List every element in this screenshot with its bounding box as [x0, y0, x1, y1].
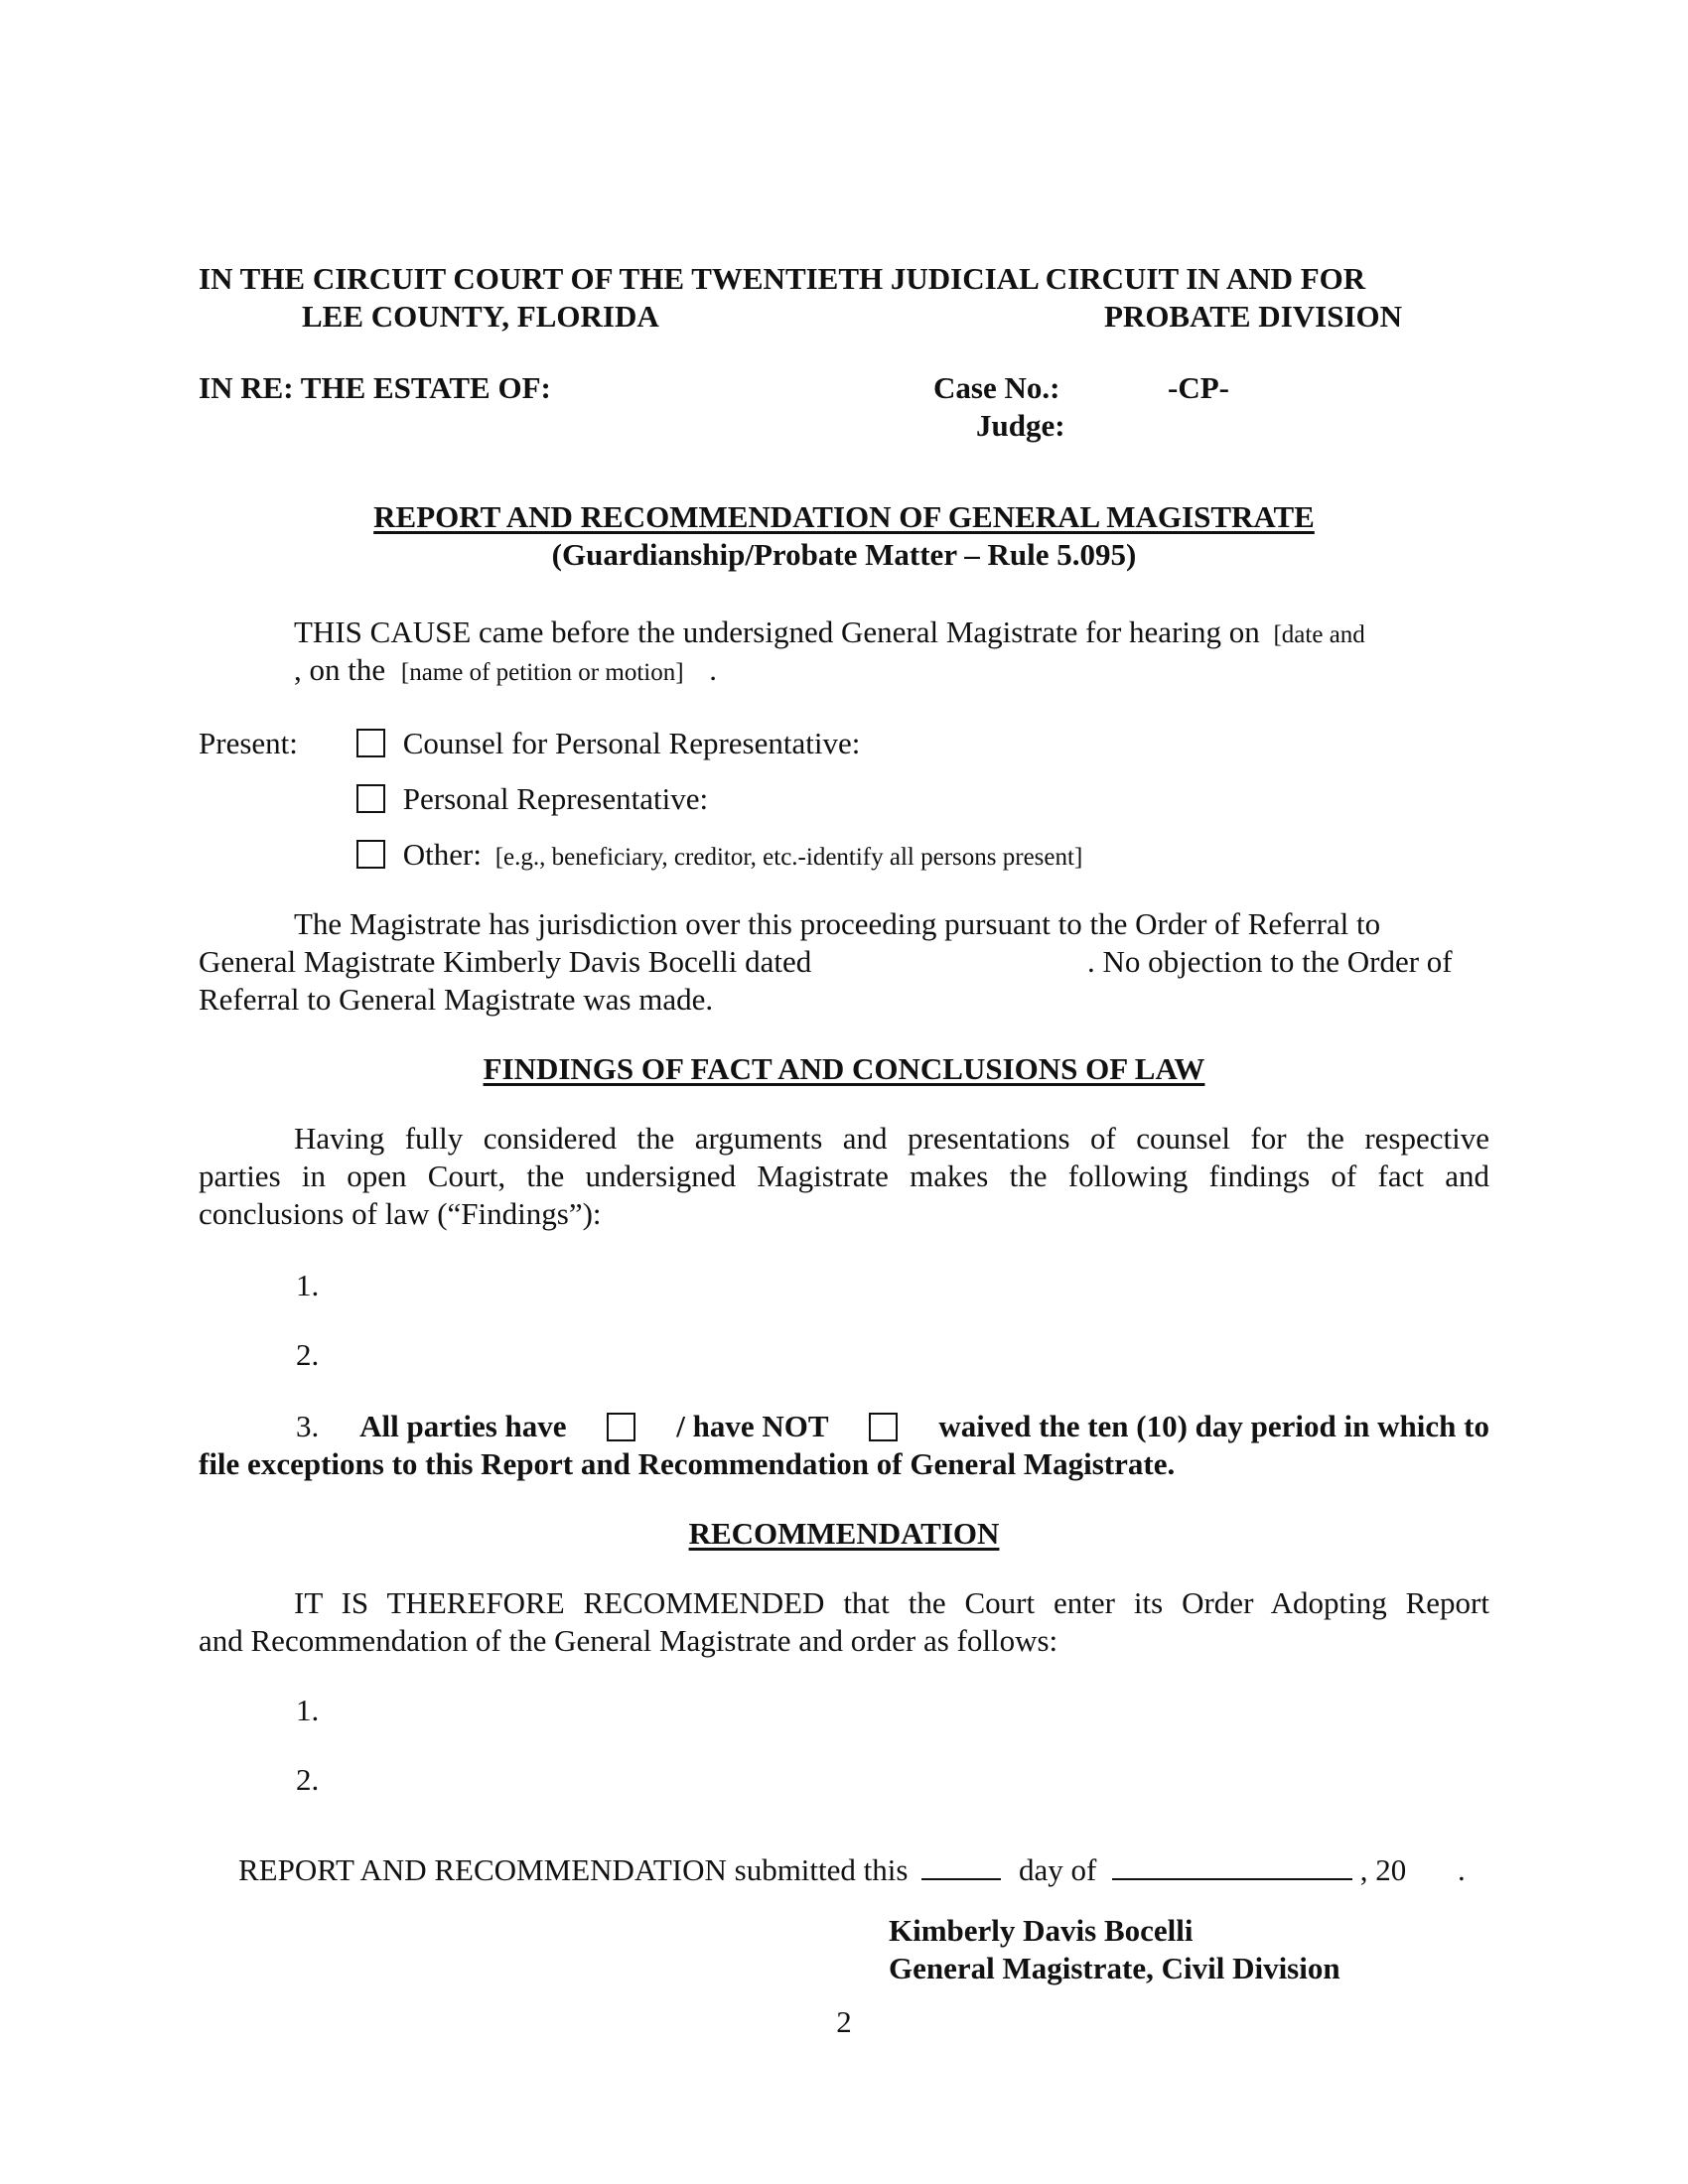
submission-line [238, 1850, 1466, 1889]
day-blank[interactable] [921, 1850, 1001, 1880]
representative-label: Personal Representative: [402, 781, 709, 816]
division-label: PROBATE DIVISION [1104, 299, 1403, 334]
case-number-label: Case No.: [933, 370, 1060, 405]
present-label: Present: [199, 726, 298, 760]
in-re-label: IN RE: THE ESTATE OF: [199, 370, 551, 405]
court-heading: IN THE CIRCUIT COURT OF THE TWENTIETH JUDICIAL CIRCUIT IN AND FOR [199, 261, 1366, 296]
county-label: LEE COUNTY, FLORIDA [302, 299, 659, 334]
year-prefix: , 20 [1359, 1852, 1407, 1887]
recommendation-item-2: 2. [296, 1762, 320, 1797]
on-the-text: , on the [294, 652, 386, 687]
other-label: Other: [402, 837, 482, 872]
findings-line-2: parties in open Court, the undersigned Magistrate makes the following findings of fact and [199, 1159, 1489, 1193]
day-of-text: day of [1018, 1852, 1097, 1887]
recommendation-heading: RECOMMENDATION [688, 1516, 1000, 1551]
have-not-text: / have NOT [676, 1409, 829, 1443]
judge-label: Judge: [976, 408, 1065, 443]
signature-title: General Magistrate, Civil Division [889, 1951, 1340, 1985]
other-note: [e.g., beneficiary, creditor, etc.-identify all persons present] [494, 844, 1083, 871]
have-waived-checkbox[interactable] [607, 1413, 635, 1441]
finding-item-2: 2. [296, 1337, 320, 1372]
findings-line-3: conclusions of law (“Findings”): [199, 1196, 602, 1231]
recommendation-line-2: and Recommendation of the General Magistrate and order as follows: [199, 1623, 1058, 1658]
jurisdiction-line-1: The Magistrate has jurisdiction over this proceeding pursuant to the Order of Referral to [294, 906, 1381, 941]
signature-name: Kimberly Davis Bocelli [889, 1913, 1194, 1948]
waived-text: waived the ten (10) day period in which to [938, 1409, 1489, 1443]
report-title: REPORT AND RECOMMENDATION OF GENERAL MAGISTRATE [373, 499, 1315, 534]
finding-item-3 [296, 1408, 1489, 1445]
findings-heading: FINDINGS OF FACT AND CONCLUSIONS OF LAW [483, 1051, 1205, 1086]
hearing-intro-text: THIS CAUSE came before the undersigned General Magistrate for hearing on [294, 614, 1260, 649]
petition-placeholder: [name of petition or motion] [400, 659, 684, 686]
other-checkbox[interactable] [356, 840, 385, 869]
recommendation-line-1: IT IS THEREFORE RECOMMENDED that the Court enter its Order Adopting Report [294, 1585, 1489, 1620]
finding-item-3-line-2: file exceptions to this Report and Recommendation of General Magistrate. [199, 1446, 1176, 1481]
representative-checkbox[interactable] [356, 784, 385, 813]
submission-text: REPORT AND RECOMMENDATION submitted this [238, 1852, 909, 1887]
finding-item-3-number: 3. [296, 1409, 320, 1443]
jurisdiction-line-2a: General Magistrate Kimberly Davis Bocelli dated [199, 944, 812, 979]
page-number: 2 [836, 2004, 852, 2039]
recommendation-item-1: 1. [296, 1693, 320, 1727]
present-counsel-row[interactable] [356, 725, 860, 762]
month-blank[interactable] [1112, 1850, 1352, 1880]
jurisdiction-line-3: Referral to General Magistrate was made. [199, 982, 714, 1017]
submission-period: . [1458, 1852, 1466, 1887]
case-number-value: -CP- [1168, 370, 1229, 405]
petition-line [294, 651, 717, 692]
findings-line-1: Having fully considered the arguments and presentations of counsel for the respective [294, 1121, 1489, 1156]
counsel-label: Counsel for Personal Representative: [402, 726, 861, 760]
counsel-checkbox[interactable] [356, 729, 385, 757]
parties-have-text: All parties have [359, 1409, 567, 1443]
present-representative-row[interactable] [356, 780, 708, 818]
present-other-row[interactable] [356, 836, 1082, 877]
have-not-waived-checkbox[interactable] [869, 1413, 898, 1441]
jurisdiction-line-2b: . No objection to the Order of [1087, 944, 1453, 979]
report-subtitle: (Guardianship/Probate Matter – Rule 5.095) [551, 537, 1137, 572]
petition-period: . [709, 652, 718, 687]
finding-item-1: 1. [296, 1268, 320, 1302]
hearing-date-placeholder: [date and [1273, 621, 1365, 648]
hearing-intro-line [294, 614, 1365, 654]
